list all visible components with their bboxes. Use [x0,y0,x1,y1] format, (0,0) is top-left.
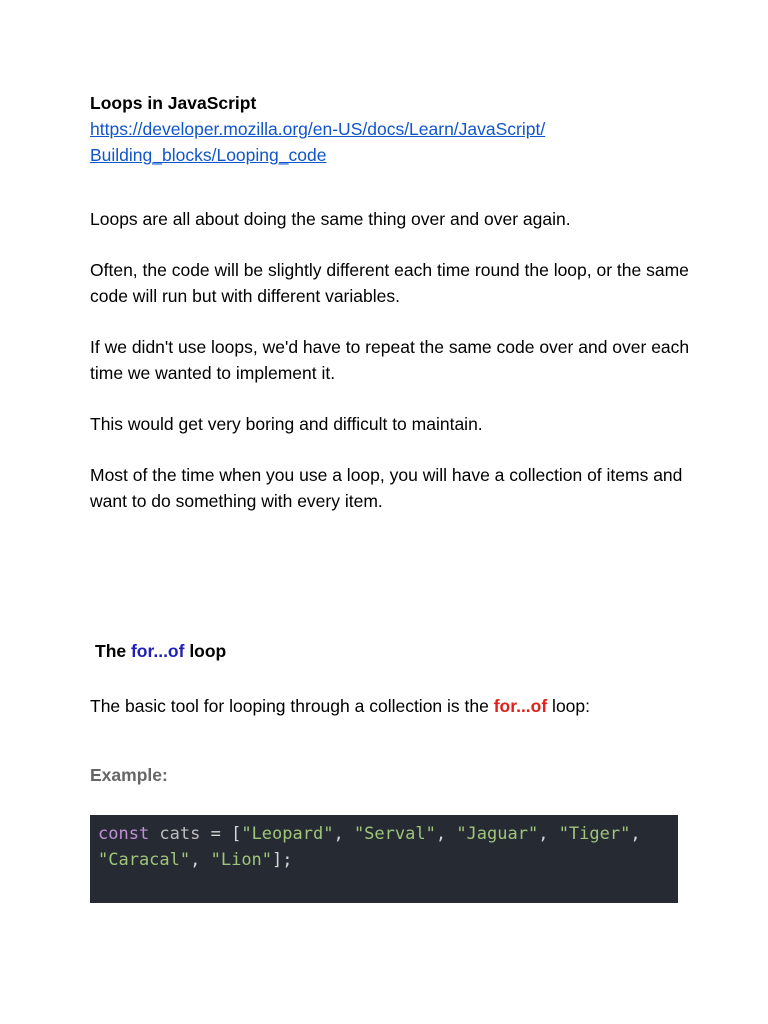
code-end: ]; [272,850,293,870]
paragraph-variation: Often, the code will be slightly different each time round the loop, or the same code will run but with different variables. [90,260,689,306]
basic-tool-suffix: loop: [547,696,590,716]
code-separator: , [538,824,559,844]
paragraph-repetition: If we didn't use loops, we'd have to repeat the same code over and over each time we wanted to implement it. [90,337,690,383]
code-assign-bracket: = [ [200,824,242,844]
code-string: "Caracal" [98,850,191,870]
document-title: Loops in JavaScript [90,93,257,113]
code-separator: , [333,824,354,844]
example-label: Example: [90,765,168,785]
mdn-link[interactable] [90,116,610,168]
section-heading-prefix: The [95,641,131,661]
section-heading-for-of [95,638,690,664]
code-string: "Leopard" [241,824,334,844]
mdn-link-line2[interactable]: Building_blocks/Looping_code [90,145,327,165]
basic-tool-keyword: for...of [493,696,548,716]
code-string: "Lion" [210,850,273,870]
code-string: "Serval" [353,824,436,844]
section-heading-keyword: for...of [130,641,185,661]
mdn-link-line1[interactable]: https://developer.mozilla.org/en-US/docs/Learn/JavaScript/ [90,119,546,139]
code-block [90,815,678,903]
section-heading-suffix: loop [184,641,227,661]
paragraph-maintenance: This would get very boring and difficult to maintain. [90,414,483,434]
code-separator: , [190,850,211,870]
document-page [90,90,690,903]
basic-tool-prefix: The basic tool for looping through a collection is the [90,696,494,716]
paragraph-intro: Loops are all about doing the same thing over and over again. [90,209,571,229]
code-keyword-const: const [98,824,150,844]
code-string: "Tiger" [558,824,631,844]
code-identifier-cats: cats [149,824,201,844]
paragraph-collection: Most of the time when you use a loop, you will have a collection of items and want to do something with every item. [90,465,683,511]
code-separator: , [435,824,457,844]
paragraph-basic-tool [90,693,690,719]
code-string: "Jaguar" [456,824,539,844]
code-separator: , [630,824,651,844]
